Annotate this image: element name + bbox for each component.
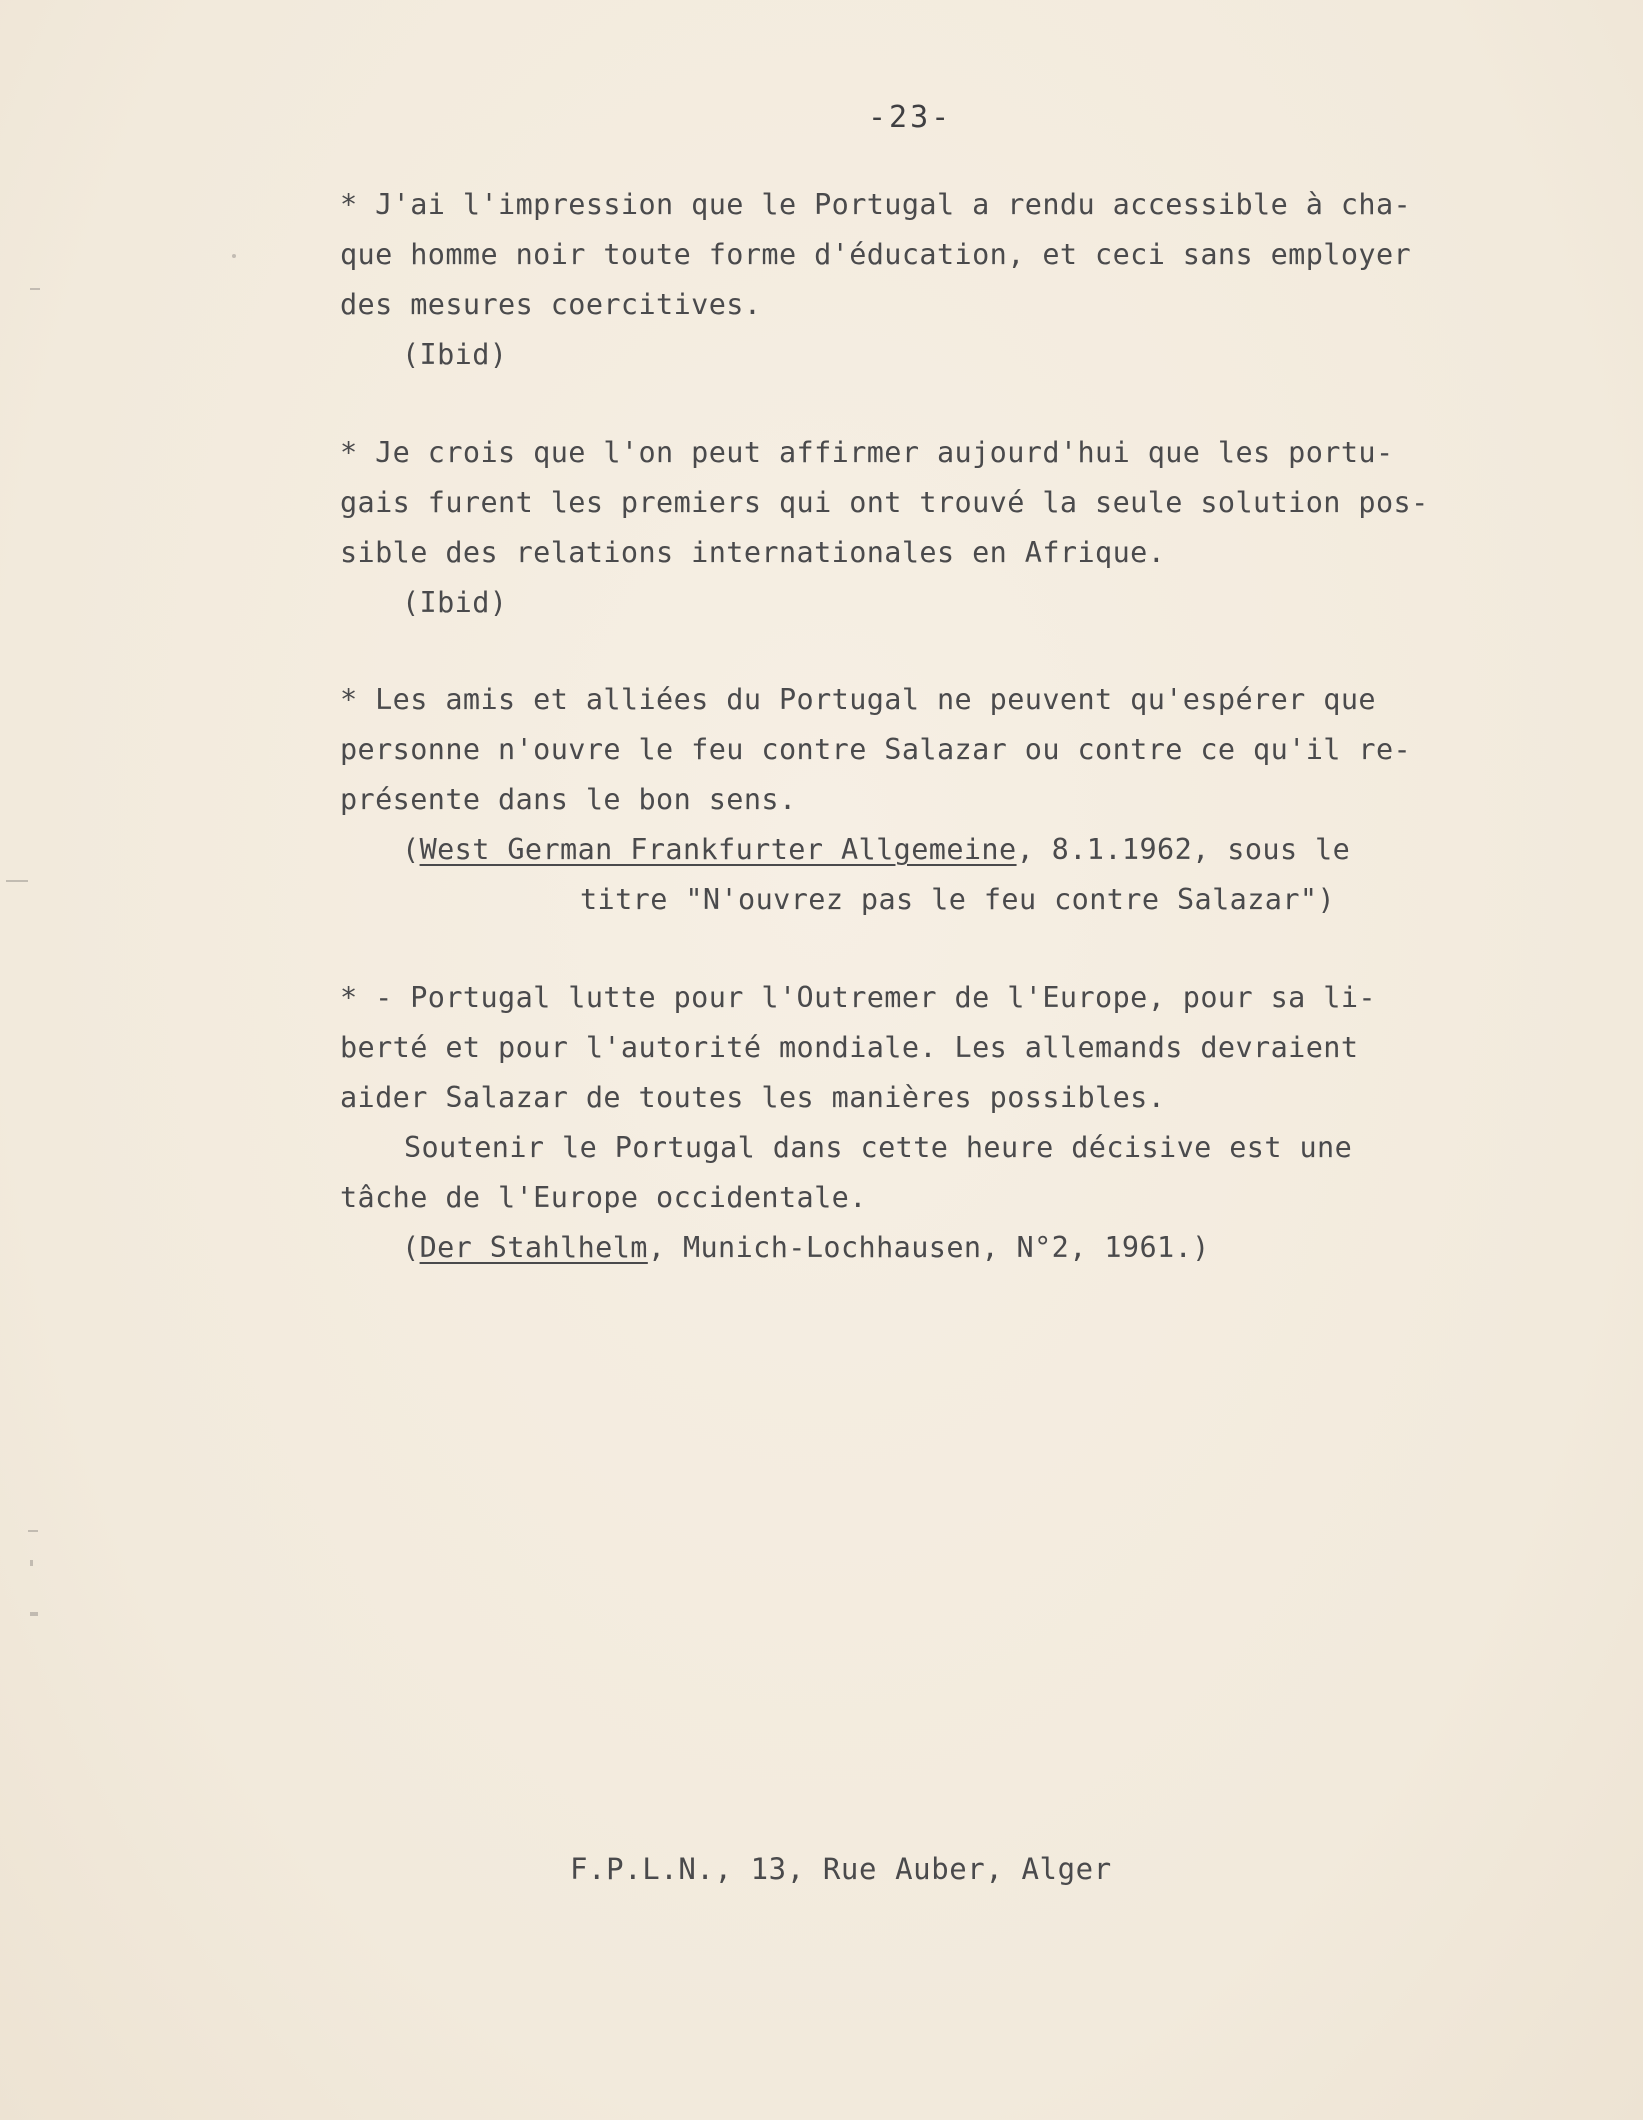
quote-line: des mesures coercitives. xyxy=(340,288,762,321)
quote-line: présente dans le bon sens. xyxy=(340,783,797,816)
source-paren: ( xyxy=(402,833,420,866)
quote-line: aider Salazar de toutes les manières possibles. xyxy=(340,1081,1166,1114)
quote-line: Soutenir le Portugal dans cette heure décisive est une xyxy=(404,1131,1353,1164)
quote-block xyxy=(340,428,1580,628)
source-title: West German Frankfurter Allgemeine xyxy=(419,833,1017,866)
quote-source xyxy=(340,1223,1580,1273)
quote-source: (Ibid) xyxy=(402,586,508,619)
margin-mark xyxy=(30,288,40,290)
margin-mark xyxy=(232,254,236,258)
quote-source xyxy=(340,825,1580,875)
margin-mark xyxy=(30,1560,33,1566)
quote-block xyxy=(340,180,1580,380)
quote-source: (Ibid) xyxy=(402,338,508,371)
quote-line: tâche de l'Europe occidentale. xyxy=(340,1181,867,1214)
source-title: Der Stahlhelm xyxy=(419,1231,648,1264)
source-details: , Munich-Lochhausen, N°2, 1961.) xyxy=(647,1231,1210,1264)
quote-line: * Les amis et alliées du Portugal ne peuvent qu'espérer que xyxy=(340,683,1376,716)
quote-line: sible des relations internationales en Afrique. xyxy=(340,536,1166,569)
quote-line: personne n'ouvre le feu contre Salazar ou contre ce qu'il re- xyxy=(340,733,1412,766)
quote-block xyxy=(340,675,1580,925)
quote-source-continuation: titre "N'ouvrez pas le feu contre Salazar") xyxy=(580,883,1336,916)
margin-mark xyxy=(28,1530,38,1532)
margin-mark xyxy=(6,880,28,882)
quote-line: que homme noir toute forme d'éducation, et ceci sans employer xyxy=(340,238,1412,271)
quote-block xyxy=(340,973,1580,1273)
quote-line: * Je crois que l'on peut affirmer aujourd'hui que les portu- xyxy=(340,436,1394,469)
footer-address: F.P.L.N., 13, Rue Auber, Alger xyxy=(570,1852,1112,1886)
source-details: , 8.1.1962, sous le xyxy=(1016,833,1351,866)
quote-line: gais furent les premiers qui ont trouvé la seule solution pos- xyxy=(340,486,1429,519)
source-paren: ( xyxy=(402,1231,420,1264)
margin-mark xyxy=(30,1612,38,1616)
page-number: -23- xyxy=(868,100,953,135)
quote-line: * - Portugal lutte pour l'Outremer de l'Europe, pour sa li- xyxy=(340,981,1376,1014)
quote-line: * J'ai l'impression que le Portugal a rendu accessible à cha- xyxy=(340,188,1412,221)
quote-line: berté et pour l'autorité mondiale. Les allemands devraient xyxy=(340,1031,1359,1064)
